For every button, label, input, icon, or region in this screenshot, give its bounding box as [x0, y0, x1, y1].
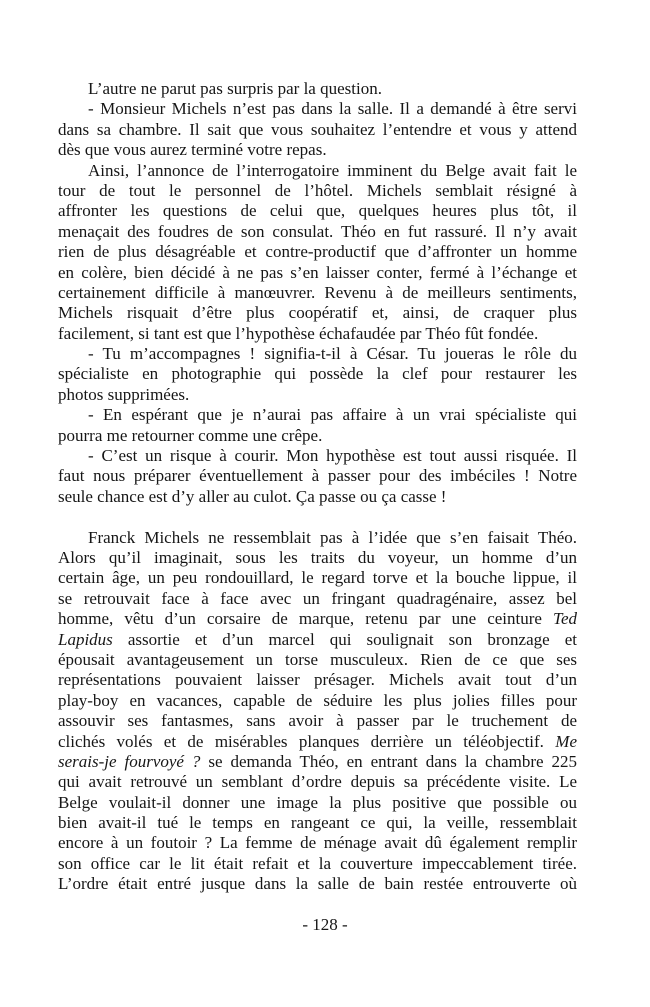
- text-segment: L’ordre était entré jusque dans la salle de bain restée entrouverte où: [58, 874, 577, 894]
- text-line: [58, 161, 577, 181]
- text-segment: - C’est un risque à courir. Mon hypothèse est tout aussi risquée. Il: [88, 446, 577, 466]
- text-block: [58, 79, 577, 895]
- text-line: [58, 874, 577, 894]
- text-segment: Ainsi, l’annonce de l’interrogatoire imminent du Belge avait fait le: [88, 160, 577, 180]
- text-line: [58, 711, 577, 731]
- paragraph: [58, 344, 577, 405]
- paragraph: [58, 79, 577, 99]
- text-line: [58, 79, 577, 99]
- text-line: [58, 589, 577, 609]
- text-segment: certainement difficile à manœuvrer. Revenu à de meilleurs sentiments,: [58, 282, 577, 302]
- text-segment: pourra me retourner comme une crêpe.: [58, 425, 323, 445]
- text-segment: Alors qu’il imaginait, sous les traits du voyeur, un homme d’un: [58, 547, 577, 567]
- text-line: [58, 99, 577, 119]
- text-line: [58, 854, 577, 874]
- text-segment: Franck Michels ne ressemblait pas à l’idée que s’en faisait Théo.: [88, 527, 577, 547]
- text-segment: tour de tout le personnel de l’hôtel. Michels semblait résigné à: [58, 180, 577, 200]
- text-segment: se retrouvait face à face avec un fringant quadragénaire, assez bel: [58, 588, 577, 608]
- text-segment: rien de plus désagréable et contre-productif que d’affronter un homme: [58, 242, 577, 262]
- text-line: [58, 772, 577, 792]
- text-segment: dès que vous aurez terminé votre repas.: [58, 140, 327, 160]
- text-segment: épousait avantageusement un torse musculeux. Rien de ce que ses: [58, 649, 577, 669]
- text-segment-italic: Me: [555, 731, 577, 751]
- text-segment: Belge voulait-il donner une image la plus positive que possible ou: [58, 792, 577, 812]
- text-line: [58, 670, 577, 690]
- text-line: [58, 263, 577, 283]
- text-segment: son office car le lit était refait et la couverture impeccablement tirée.: [58, 853, 577, 873]
- text-segment: certain âge, un peu rondouillard, le regard torve et la bouche lippue, il: [58, 568, 577, 588]
- text-segment: L’autre ne parut pas surpris par la question.: [88, 79, 382, 98]
- text-segment: représentations pouvaient laisser présager. Michels avait tout d’un: [58, 670, 577, 690]
- text-segment: photos supprimées.: [58, 384, 190, 404]
- text-line: [58, 324, 577, 344]
- text-segment: faut nous préparer éventuellement à passer pour des imbéciles ! Notre: [58, 466, 577, 486]
- text-line: [58, 548, 577, 568]
- text-segment: assouvir ses fantasmes, sans avoir à passer par le truchement de: [58, 711, 577, 731]
- text-line: [58, 650, 577, 670]
- text-line: [58, 732, 577, 752]
- text-line: [58, 691, 577, 711]
- text-line: [58, 181, 577, 201]
- text-segment-italic: serais-je fourvoyé ?: [58, 751, 201, 771]
- text-line: [58, 752, 577, 772]
- text-line: [58, 385, 577, 405]
- text-segment: qui avait retrouvé un semblant d’ordre depuis sa précédente visite. Le: [58, 772, 577, 792]
- text-line: [58, 283, 577, 303]
- text-segment: seule chance est d’y aller au culot. Ça passe ou ça casse !: [58, 486, 447, 506]
- text-line: [58, 426, 577, 446]
- text-segment: assortie et d’un marcel qui soulignait son bronzage et: [112, 629, 577, 649]
- paragraph: [58, 446, 577, 507]
- page-number: - 128 -: [302, 915, 348, 934]
- text-segment: dans sa chambre. Il sait que vous souhaitez l’entendre et vous y attend: [58, 119, 577, 139]
- text-line: [58, 201, 577, 221]
- text-segment: menaçait des foudres de son consulat. Théo en fut rassuré. Il n’y avait: [58, 221, 577, 241]
- text-line: [58, 303, 577, 323]
- paragraph: [58, 99, 577, 160]
- text-line: [58, 793, 577, 813]
- text-segment: facilement, si tant est que l’hypothèse échafaudée par Théo fût fondée.: [58, 323, 539, 343]
- text-segment: - Tu m’accompagnes ! signifia-t-il à César. Tu joueras le rôle du: [88, 344, 577, 364]
- text-segment-italic: Ted: [553, 609, 577, 629]
- text-line: [58, 833, 577, 853]
- text-line: [58, 568, 577, 588]
- text-segment-italic: Lapidus: [58, 629, 113, 649]
- text-line: [58, 120, 577, 140]
- text-line: [58, 222, 577, 242]
- paragraph: [58, 405, 577, 446]
- text-line: [58, 140, 577, 160]
- text-segment: homme, vêtu d’un corsaire de marque, retenu par une ceinture: [58, 609, 554, 629]
- text-segment: spécialiste en photographie qui possède la clef pour restaurer les: [58, 364, 577, 384]
- text-segment: Michels risquait d’être plus coopératif et, ainsi, de craquer plus: [58, 303, 577, 323]
- text-segment: bien avait-il tué le temps en rangeant ce qui, la veille, ressemblait: [58, 813, 577, 833]
- text-line: [58, 364, 577, 384]
- text-line: [58, 487, 577, 507]
- text-line: [58, 813, 577, 833]
- text-segment: play-boy en vacances, capable de séduire les plus jolies filles pour: [58, 690, 577, 710]
- text-line: [58, 528, 577, 548]
- text-segment: - Monsieur Michels n’est pas dans la salle. Il a demandé à être servi: [88, 99, 577, 119]
- text-segment: affronter les questions de celui que, quelques heures plus tôt, il: [58, 201, 577, 221]
- text-line: [58, 466, 577, 486]
- text-line: [58, 405, 577, 425]
- paragraph: [58, 528, 577, 895]
- text-segment: encore à un foutoir ? La femme de ménage avait dû également remplir: [58, 833, 577, 853]
- text-line: [58, 446, 577, 466]
- text-segment: clichés volés et de misérables planques derrière un téléobjectif.: [58, 731, 556, 751]
- text-line: [58, 609, 577, 629]
- text-segment: en colère, bien décidé à ne pas s’en laisser conter, fermé à l’échange et: [58, 262, 577, 282]
- text-segment: - En espérant que je n’aurai pas affaire à un vrai spécialiste qui: [88, 405, 577, 425]
- text-line: [58, 344, 577, 364]
- text-line: [58, 630, 577, 650]
- text-line: [58, 242, 577, 262]
- paragraph: [58, 161, 577, 345]
- text-segment: se demanda Théo, en entrant dans la chambre 225: [200, 751, 577, 771]
